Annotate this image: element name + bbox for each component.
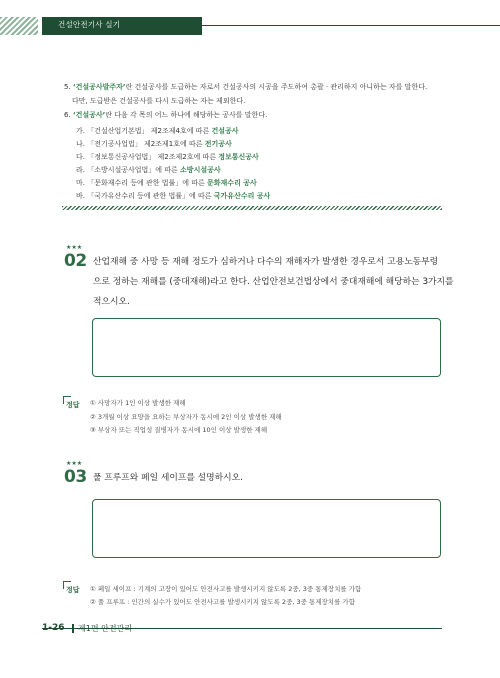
answer-label: 정답: [66, 401, 80, 409]
question-number: 02: [64, 251, 87, 271]
answer-writing-box[interactable]: [92, 499, 441, 558]
question-3-line-1: 풀 프루프와 페일 세이프를 설명하시오.: [93, 473, 243, 483]
footer-separator: [72, 624, 74, 633]
subitem-da: 다. 「정보통신공사업법」 제2조제2호에 따른 정보통신공사: [76, 153, 259, 161]
page-number: 1-26: [42, 623, 65, 633]
section-divider: [62, 206, 442, 210]
definition-5-note: 다만, 도급받은 건설공사를 다시 도급하는 자는 제외한다.: [72, 97, 246, 105]
answer-writing-box[interactable]: [92, 318, 441, 377]
header-decoration: [0, 17, 38, 35]
subitem-ba: 바. 「국가유산수리 등에 관한 법률」에 따른 국가유산수리 공사: [76, 192, 271, 200]
running-header-title: 건설안전기사 실기: [58, 20, 121, 29]
subitem-na: 나. 「전기공사업법」 제2조제1호에 따른 전기공사: [76, 140, 232, 148]
answer-item: ① 페일 세이프 : 기계의 고장이 있어도 안전사고를 발생시키지 않도록 2중, 3중 통제장치를 가함: [90, 585, 362, 593]
difficulty-stars: ★★★: [66, 244, 83, 251]
definition-6: 6. ‘건설공사’란 다음 각 목의 어느 하나에 해당하는 공사를 말한다.: [64, 111, 268, 119]
answer-item: ② 3개월 이상 요양을 요하는 부상자가 동시에 2인 이상 발생한 재해: [90, 413, 282, 421]
answer-item: ① 사망자가 1인 이상 발생한 재해: [90, 399, 186, 407]
definition-5: 5. ‘건설공사발주자’란 건설공사를 도급하는 자로서 건설공사의 시공을 주도하여 총괄 · 관리하지 아니하는 자를 말한다.: [64, 83, 428, 91]
subitem-ma: 마. 「문화재수리 등에 관한 법률」에 따른 문화재수리 공사: [76, 179, 257, 187]
answer-label: 정답: [66, 586, 80, 594]
answer-item: ③ 부상자 또는 직업성 질병자가 동시에 10인 이상 발생한 재해: [90, 426, 268, 434]
question-2-line-3: 적으시오.: [93, 297, 130, 307]
answer-item: ② 풀 프루프 : 인간의 실수가 있어도 안전사고를 발생시키지 않도록 2중, 3중 통제장치를 가함: [90, 598, 355, 606]
subitem-ga: 가. 「건설산업기본법」 제2조제4호에 따른 건설공사: [76, 127, 239, 135]
question-2-line-1: 산업재해 중 사망 등 재해 정도가 심하거나 다수의 재해자가 발생한 경우로서 고용노동부령: [93, 257, 439, 267]
difficulty-stars: ★★★: [66, 460, 83, 467]
question-number: 03: [64, 467, 87, 487]
subitem-ra: 라. 「소방시설공사업법」에 따른 소방시설공사: [76, 166, 221, 174]
question-2-line-2: 으로 정하는 재해를 (중대재해)라고 한다. 산업안전보건법상에서 중대재해에 해당하는 3가지를: [93, 277, 454, 287]
chapter-title: 제1편 안전관리: [78, 624, 133, 633]
